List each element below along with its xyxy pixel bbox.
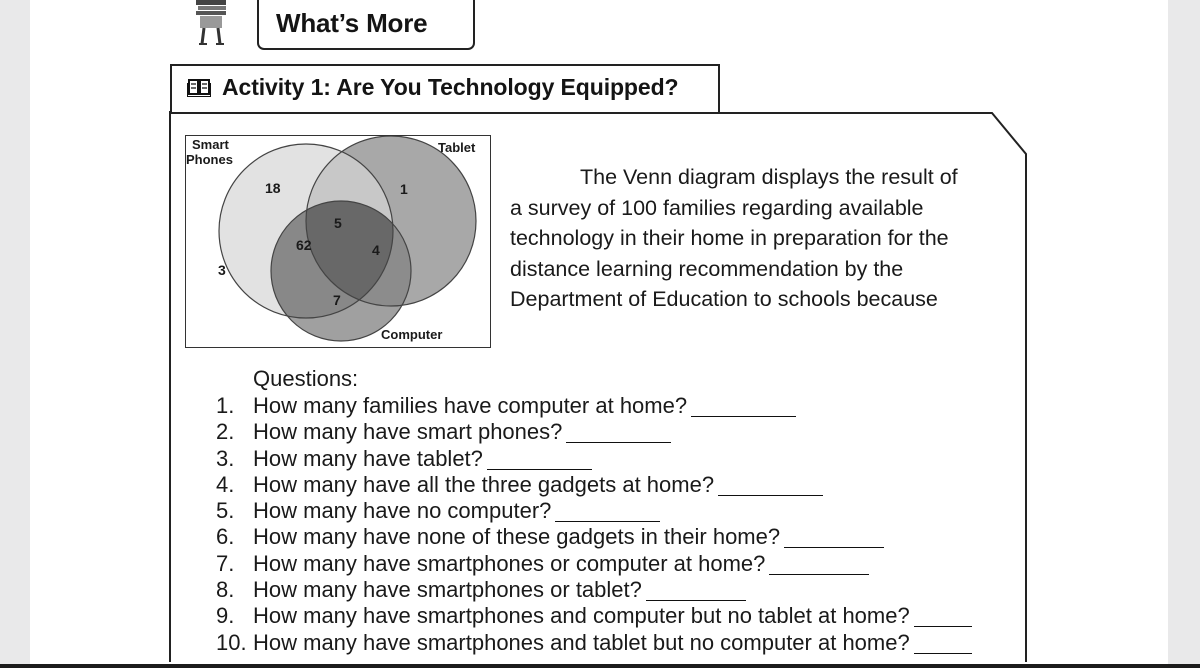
smart-phones-label-line2: Phones (186, 152, 233, 167)
question-list (216, 393, 1016, 656)
question-text: How many have smartphones and computer but no tablet at home? (253, 603, 910, 629)
region-outside: 3 (218, 262, 226, 278)
question-number: 6. (216, 524, 235, 550)
question-item (216, 472, 1016, 498)
question-text: How many have none of these gadgets in their home? (253, 524, 781, 550)
question-item (216, 551, 1016, 577)
question-item (216, 419, 1016, 445)
question-item (216, 630, 1016, 656)
question-text: How many have smartphones and tablet but no computer at home? (253, 629, 910, 655)
venn-description (510, 162, 996, 315)
question-number: 8. (216, 577, 235, 603)
venn-circles (186, 136, 490, 347)
region-smart-computer: 62 (296, 237, 312, 253)
answer-blank[interactable] (566, 442, 671, 443)
answer-blank[interactable] (718, 495, 823, 496)
student-with-books-icon (190, 0, 234, 46)
answer-blank[interactable] (784, 547, 884, 548)
region-computer-only: 7 (333, 292, 341, 308)
description-line: technology in their home in preparation for the (510, 226, 949, 250)
question-item (216, 603, 1016, 629)
question-text: How many have smartphones or tablet? (253, 577, 642, 603)
question-number: 2. (216, 419, 235, 445)
questions-heading: Questions: (253, 366, 359, 391)
region-tablet-computer: 4 (372, 242, 380, 258)
region-smart-tablet: 5 (334, 215, 342, 231)
question-text: How many have smart phones? (253, 419, 563, 445)
computer-label: Computer (381, 327, 443, 342)
description-line: The Venn diagram displays the result of (580, 165, 958, 189)
answer-blank[interactable] (914, 626, 972, 627)
region-tablet-only: 1 (400, 181, 408, 197)
answer-blank[interactable] (691, 416, 796, 417)
open-book-icon (187, 77, 211, 97)
question-number: 1. (216, 393, 235, 418)
smart-phones-label-line1: Smart (192, 137, 229, 152)
description-line: a survey of 100 families regarding available (510, 195, 924, 220)
question-number: 10. (216, 629, 247, 655)
question-item (216, 498, 1016, 524)
answer-blank[interactable] (646, 600, 746, 601)
description-line: Department of Education to schools because (510, 287, 938, 311)
question-text: How many have smartphones or computer at home? (253, 550, 766, 576)
question-number: 3. (216, 445, 235, 471)
venn-diagram (185, 135, 491, 348)
answer-blank[interactable] (555, 521, 660, 522)
question-text: How many have all the three gadgets at home? (253, 471, 715, 497)
question-text: How many have no computer? (253, 498, 552, 524)
answer-blank[interactable] (769, 574, 869, 575)
description-line: distance learning recommendation by the (510, 256, 904, 281)
question-item (216, 577, 1016, 603)
question-item (216, 524, 1016, 550)
answer-blank[interactable] (487, 469, 592, 470)
section-title: What’s More (276, 8, 428, 38)
question-number: 9. (216, 603, 235, 629)
activity-title: Activity 1: Are You Technology Equipped? (222, 74, 679, 100)
question-number: 7. (216, 550, 235, 576)
question-item (216, 446, 1016, 472)
question-text: How many families have computer at home? (253, 393, 688, 418)
bottom-rule (0, 664, 1200, 668)
question-item (216, 393, 1016, 419)
region-smart-only: 18 (265, 180, 281, 196)
question-number: 4. (216, 471, 235, 497)
tablet-label: Tablet (438, 140, 476, 155)
question-number: 5. (216, 498, 235, 524)
answer-blank[interactable] (914, 653, 972, 654)
question-text: How many have tablet? (253, 445, 483, 471)
